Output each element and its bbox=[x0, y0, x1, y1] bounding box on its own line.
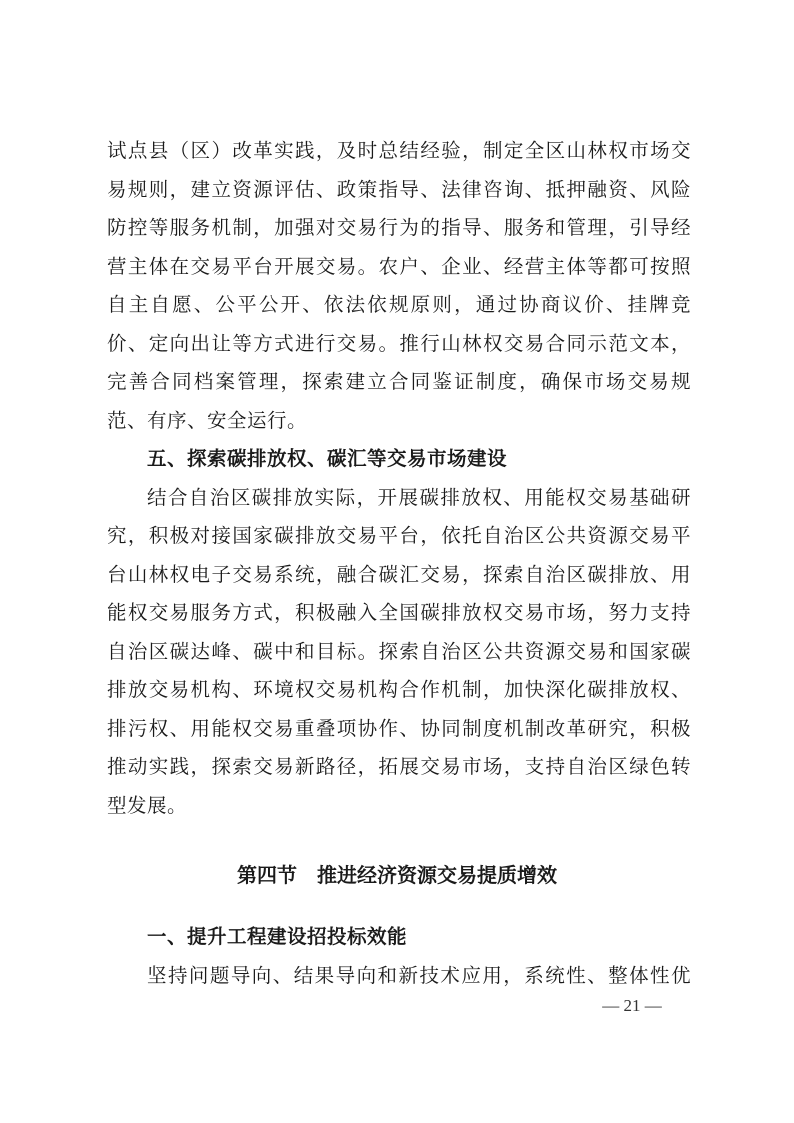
text-line: 台山林权电子交易系统，融合碳汇交易，探索自治区碳排放、用 bbox=[107, 562, 691, 586]
text-line: 推动实践，探索交易新路径，拓展交易市场，支持自治区绿色转 bbox=[107, 755, 691, 778]
text-line: 自治区碳达峰、碳中和目标。探索自治区公共资源交易和国家碳 bbox=[107, 639, 691, 663]
text-line: 完善合同档案管理，探索建立合同鉴证制度，确保市场交易规 bbox=[107, 370, 691, 393]
text-line: 坚持问题导向、结果导向和新技术应用，系统性、整体性优 bbox=[147, 963, 691, 987]
text-line: 易规则，建立资源评估、政策指导、法律咨询、抵押融资、风险 bbox=[107, 177, 691, 201]
text-line: 排污权、用能权交易重叠项协作、协同制度机制改革研究，积极 bbox=[107, 716, 691, 740]
text-line: 究，积极对接国家碳排放交易平台，依托自治区公共资源交易平 bbox=[107, 524, 691, 547]
text-line: 自主自愿、公平公开、依法依规原则，通过协商议价、挂牌竞 bbox=[107, 293, 691, 316]
text-line: 价、定向出让等方式进行交易。推行山林权交易合同示范文本， bbox=[107, 331, 691, 355]
text-line: 排放交易机构、环境权交易机构合作机制，加快深化碳排放权、 bbox=[107, 678, 691, 701]
subsection-heading: 五、探索碳排放权、碳汇等交易市场建设 bbox=[147, 447, 508, 470]
section-title: 第四节 推进经济资源交易提质增效 bbox=[237, 863, 557, 887]
text-line: 范、有序、安全运行。 bbox=[107, 408, 308, 432]
subsection-heading: 一、提升工程建设招投标效能 bbox=[147, 925, 408, 948]
text-line: 能权交易服务方式，积极融入全国碳排放权交易市场，努力支持 bbox=[107, 601, 691, 624]
text-line: 营主体在交易平台开展交易。农户、企业、经营主体等都可按照 bbox=[107, 254, 691, 278]
text-line: 结合自治区碳排放实际，开展碳排放权、用能权交易基础研 bbox=[147, 485, 691, 509]
body-text bbox=[107, 132, 691, 825]
body-text-lower bbox=[107, 918, 691, 995]
text-line: 型发展。 bbox=[107, 793, 188, 817]
page-number: — 21 — bbox=[602, 996, 662, 1015]
text-line: 试点县（区）改革实践，及时总结经验，制定全区山林权市场交 bbox=[107, 139, 691, 162]
text-line: 防控等服务机制，加强对交易行为的指导、服务和管理，引导经 bbox=[107, 216, 691, 239]
